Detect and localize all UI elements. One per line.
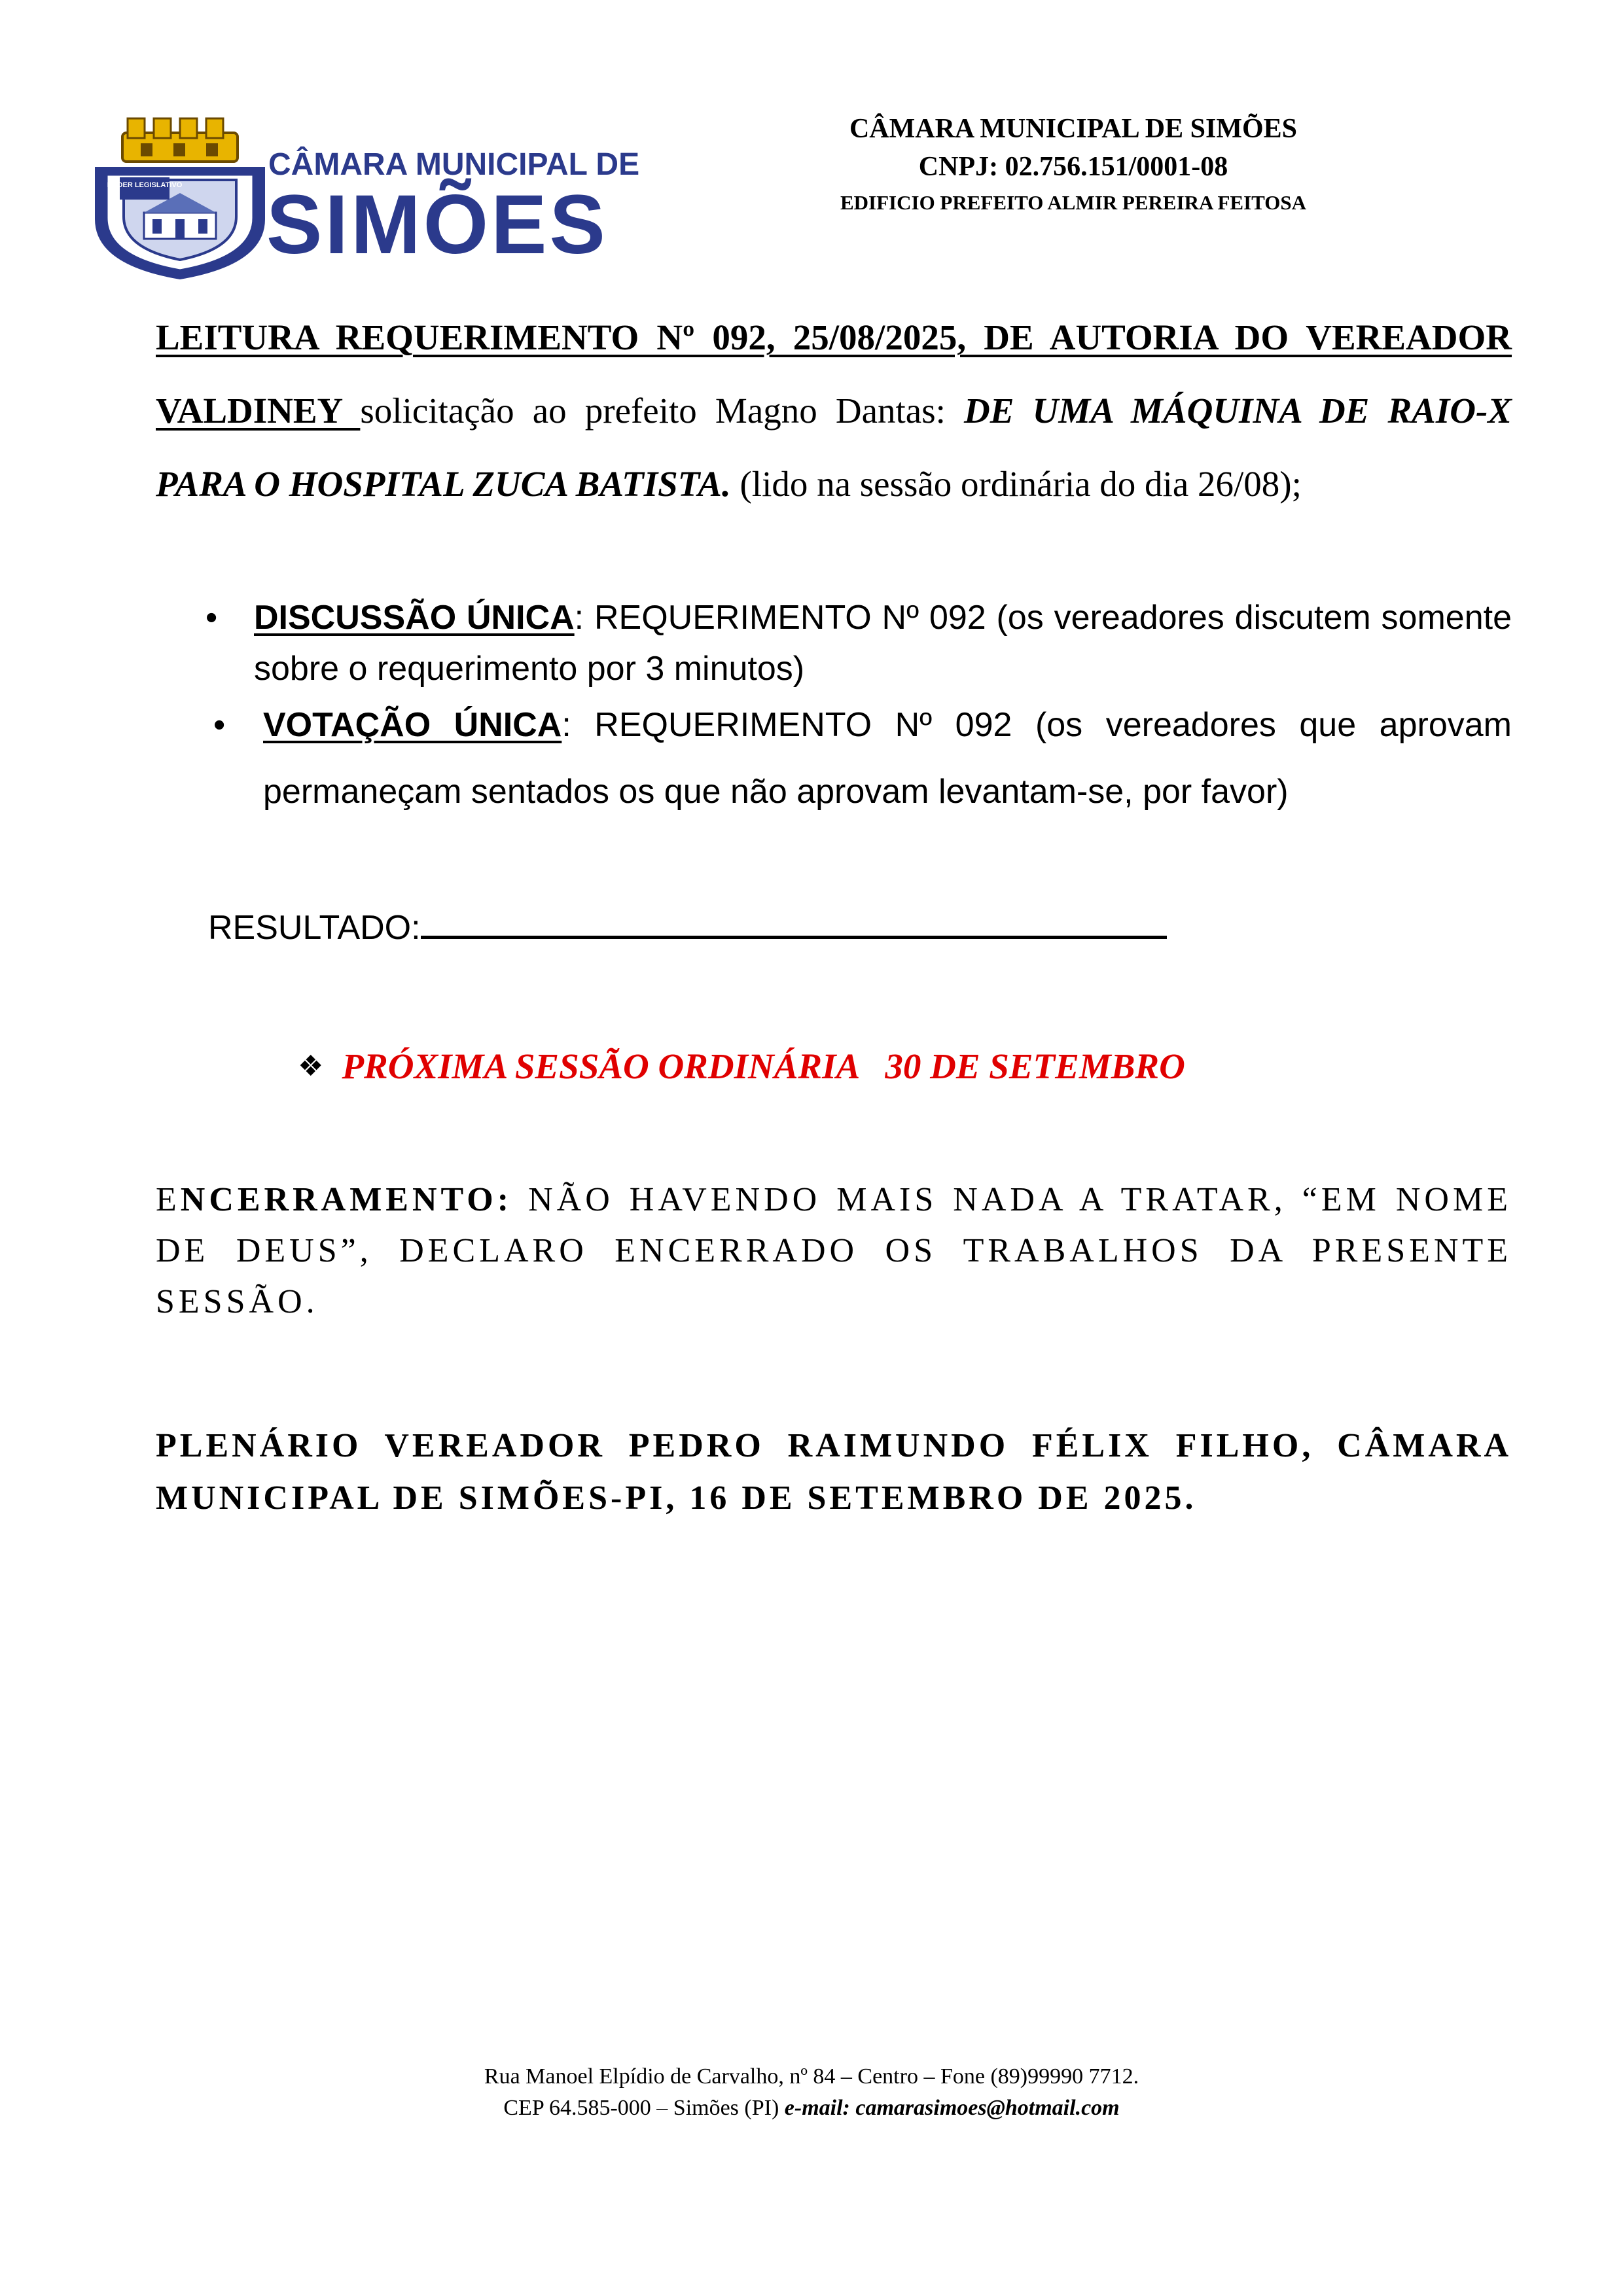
list-item xyxy=(196,692,1512,825)
footer-address: Rua Manoel Elpídio de Carvalho, nº 84 – Centro – Fone (89)99990 7712. xyxy=(484,2064,1139,2089)
requirement-note: (lido na sessão ordinária do dia 26/08); xyxy=(730,464,1302,504)
plenario-signature: PLENÁRIO VEREADOR PEDRO RAIMUNDO FÉLIX FILHO, CÂMARA MUNICIPAL DE SIMÕES-PI, 16 DE SETEMBRO DE 2025. xyxy=(156,1427,1512,1517)
list-item xyxy=(196,592,1512,694)
requirement-heading: LEITURA REQUERIMENTO Nº 092, 25/08/2025, DE AUTORIA DO VEREADOR VALDINEY xyxy=(156,317,1512,431)
logo-title-main: SIMÕES xyxy=(266,178,608,272)
header-line-cnpj: CNPJ: 02.756.151/0001-08 xyxy=(918,152,1228,182)
header-line-building: EDIFICIO PREFEITO ALMIR PEREIRA FEITOSA xyxy=(840,191,1306,214)
logo-title-top: CÂMARA MUNICIPAL DE xyxy=(268,147,640,182)
logo-badge-text: PODER LEGISLATIVO xyxy=(107,181,183,189)
diamond-bullet-icon: ❖ xyxy=(298,1050,324,1083)
agenda-bullets xyxy=(196,592,1512,825)
footer-cep: CEP 64.585-000 – Simões (PI) xyxy=(503,2096,785,2120)
crown-icon xyxy=(122,118,238,162)
bullet-label: DISCUSSÃO ÚNICA xyxy=(254,599,575,637)
page-footer xyxy=(0,2061,1623,2124)
closing-paragraph xyxy=(156,1174,1512,1328)
camara-logo xyxy=(82,115,640,285)
result-label: RESULTADO: xyxy=(208,909,421,947)
header-line-name: CÂMARA MUNICIPAL DE SIMÕES xyxy=(849,114,1298,144)
requirement-text: solicitação ao prefeito Magno Dantas: xyxy=(360,391,965,431)
footer-email: e-mail: camarasimoes@hotmail.com xyxy=(784,2096,1120,2120)
closing-text: NÃO HAVENDO MAIS NADA A TRATAR, “EM NOME DE DEUS”, DECLARO ENCERRADO OS TRABALHOS DA PRESENTE SESSÃO. xyxy=(156,1181,1512,1320)
institution-header xyxy=(766,110,1381,220)
bullet-label: VOTAÇÃO ÚNICA xyxy=(263,706,562,744)
bullet-icon: • xyxy=(213,706,226,744)
result-blank-field xyxy=(421,898,1167,939)
next-session-text: PRÓXIMA SESSÃO ORDINÁRIA 30 DE SETEMBRO xyxy=(342,1046,1185,1086)
bullet-icon: • xyxy=(205,599,218,637)
bullet-text: : REQUERIMENTO Nº 092 (os vereadores discutem somente sobre o requerimento por 3 minutos) xyxy=(254,599,1512,688)
footer-contact xyxy=(0,2093,1623,2124)
bullet-text: : REQUERIMENTO Nº 092 (os vereadores que aprovam permaneçam sentados os que não aprovam levantam-se, por favor) xyxy=(263,706,1512,811)
closing-label-initial: E xyxy=(156,1181,181,1218)
result-line xyxy=(208,898,1167,954)
requirement-paragraph xyxy=(156,301,1512,521)
requirement-subject: DE UMA MÁQUINA DE RAIO-X PARA O HOSPITAL ZUCA BATISTA. xyxy=(156,391,1512,504)
shield-icon xyxy=(95,167,265,279)
next-session xyxy=(298,1040,1185,1093)
closing-label: NCERRAMENTO: xyxy=(180,1181,513,1218)
